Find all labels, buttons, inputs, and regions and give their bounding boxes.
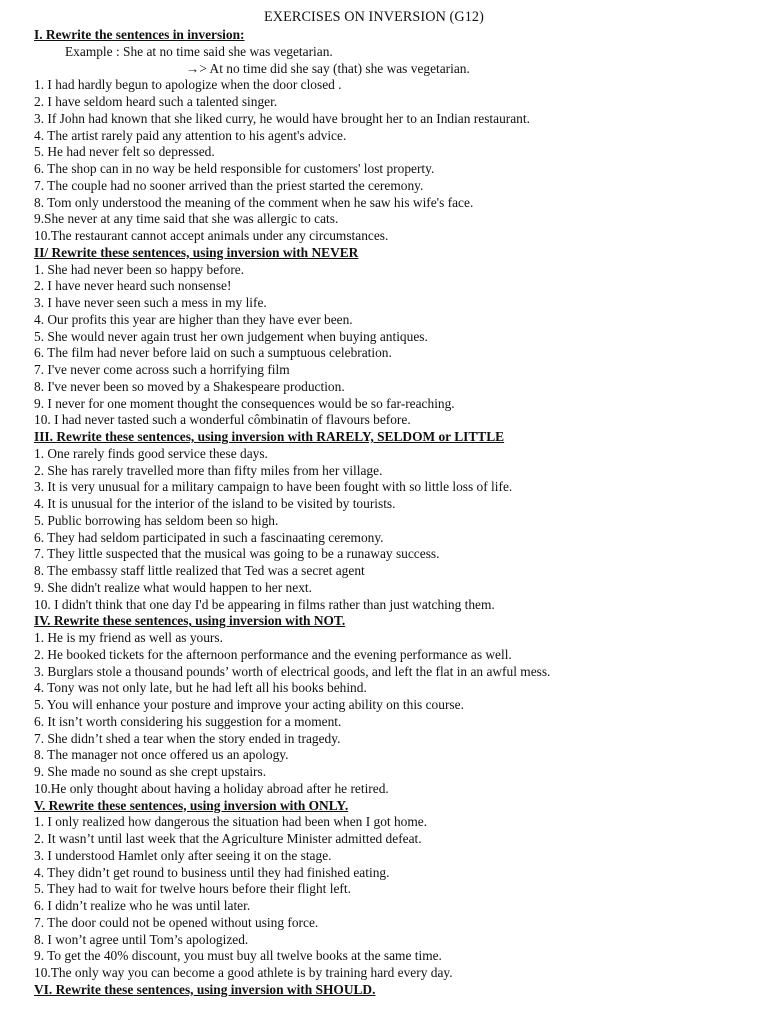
exercise-item: 8. I've never been so moved by a Shakespeare production. <box>34 378 345 394</box>
exercise-item: 8. Tom only understood the meaning of the comment when he saw his wife's face. <box>34 194 474 210</box>
exercise-item: 10.He only thought about having a holiday abroad after he retired. <box>34 780 389 796</box>
section-heading: VI. Rewrite these sentences, using inversion with SHOULD. <box>34 981 376 997</box>
exercise-item: 5. She would never again trust her own judgement when buying antiques. <box>34 328 428 344</box>
exercise-item: 3. I have never seen such a mess in my life. <box>34 295 267 310</box>
exercise-item: 2. I have never heard such nonsense! <box>34 278 232 294</box>
section-heading: II/ Rewrite these sentences, using inversion with NEVER <box>34 244 359 260</box>
exercise-item: 4. Tony was not only late, but he had left all his books behind. <box>34 680 367 696</box>
exercise-item: 6. They had seldom participated in such a fascinaating ceremony. <box>34 529 384 545</box>
exercise-item: 5. You will enhance your posture and improve your acting ability on this course. <box>34 697 464 712</box>
exercise-item: 8. The manager not once offered us an apology. <box>34 747 289 763</box>
exercise-item: 4. It is unusual for the interior of the island to be visited by tourists. <box>34 496 396 511</box>
exercise-item: 1. I only realized how dangerous the situation had been when I got home. <box>34 814 428 830</box>
exercise-item: 3. Burglars stole a thousand pounds’ worth of electrical goods, and left the flat in an awful mess. <box>34 663 551 679</box>
section-heading: IV. Rewrite these sentences, using inversion with NOT. <box>34 613 346 629</box>
exercise-item: 4. The artist rarely paid any attention to his agent's advice. <box>34 127 347 143</box>
exercise-item: 10.The restaurant cannot accept animals under any circumstances. <box>34 228 389 243</box>
exercise-item: 10. I didn't think that one day I'd be appearing in films rather than just watching them. <box>34 596 495 612</box>
exercise-item: 5. He had never felt so depressed. <box>34 144 215 160</box>
exercise-item: 6. The film had never before laid on such a sumptuous celebration. <box>34 345 392 361</box>
exercise-item: 7. The door could not be opened without using force. <box>34 914 319 930</box>
exercise-item: 3. I understood Hamlet only after seeing it on the stage. <box>34 847 332 863</box>
exercise-item: 2. He booked tickets for the afternoon performance and the evening performance as well. <box>34 646 512 662</box>
exercise-item: 3. If John had known that she liked curry, he would have brought her to an Indian restaurant. <box>34 110 530 126</box>
exercise-item: 4. They didn’t get round to business until they had finished eating. <box>34 864 390 880</box>
exercise-item: 6. I didn’t realize who he was until later. <box>34 898 251 913</box>
exercise-item: 8. The embassy staff little realized that Ted was a secret agent <box>34 563 365 578</box>
exercise-item: 7. She didn’t shed a tear when the story ended in tragedy. <box>34 730 341 746</box>
exercise-item: 5. They had to wait for twelve hours before their flight left. <box>34 881 351 897</box>
exercise-item: 2. I have seldom heard such a talented singer. <box>34 94 278 109</box>
exercise-item: 1. One rarely finds good service these days. <box>34 445 268 461</box>
example-answer-line: →> At no time did she say (that) she was vegetarian. <box>186 60 470 76</box>
exercise-item: 8. I won’t agree until Tom’s apologized. <box>34 931 249 947</box>
exercise-item: 7. The couple had no sooner arrived than the priest started the ceremony. <box>34 177 424 193</box>
exercise-item: 7. They little suspected that the musical was going to be a runaway success. <box>34 546 440 562</box>
section-heading: V. Rewrite these sentences, using inversion with ONLY. <box>34 797 349 813</box>
page-title: EXERCISES ON INVERSION (G12) <box>264 9 484 25</box>
exercise-item: 9. She didn't realize what would happen to her next. <box>34 579 312 595</box>
exercise-item: 6. The shop can in no way be held responsible for customers' lost property. <box>34 161 435 176</box>
example-line: Example : She at no time said she was vegetarian. <box>65 43 333 59</box>
exercise-item: 1. I had hardly begun to apologize when the door closed . <box>34 77 342 93</box>
exercise-item: 5. Public borrowing has seldom been so high. <box>34 512 279 528</box>
exercise-item: 1. She had never been so happy before. <box>34 261 245 277</box>
exercise-item: 9. I never for one moment thought the consequences would be so far-reaching. <box>34 395 455 411</box>
worksheet-page <box>34 8 754 999</box>
section-heading: I. Rewrite the sentences in inversion: <box>34 27 245 42</box>
exercise-item: 1. He is my friend as well as yours. <box>34 630 223 645</box>
exercise-item: 7. I've never come across such a horrifying film <box>34 362 290 377</box>
exercise-item: 9. She made no sound as she crept upstairs. <box>34 764 267 779</box>
exercise-item: 2. It wasn’t until last week that the Agriculture Minister admitted defeat. <box>34 831 422 846</box>
exercise-item: 9.She never at any time said that she was allergic to cats. <box>34 211 339 227</box>
exercise-item: 9. To get the 40% discount, you must buy all twelve books at the same time. <box>34 948 442 964</box>
exercise-item: 10. I had never tasted such a wonderful cômbinatin of flavours before. <box>34 412 411 428</box>
exercise-item: 3. It is very unusual for a military campaign to have been fought with so little loss of life. <box>34 479 513 495</box>
exercise-item: 4. Our profits this year are higher than they have ever been. <box>34 311 353 327</box>
exercise-item: 6. It isn’t worth considering his suggestion for a moment. <box>34 713 342 729</box>
exercise-item: 2. She has rarely travelled more than fifty miles from her village. <box>34 462 383 478</box>
section-heading: III. Rewrite these sentences, using inversion with RARELY, SELDOM or LITTLE <box>34 429 505 444</box>
exercise-item: 10.The only way you can become a good athlete is by training hard every day. <box>34 965 453 980</box>
